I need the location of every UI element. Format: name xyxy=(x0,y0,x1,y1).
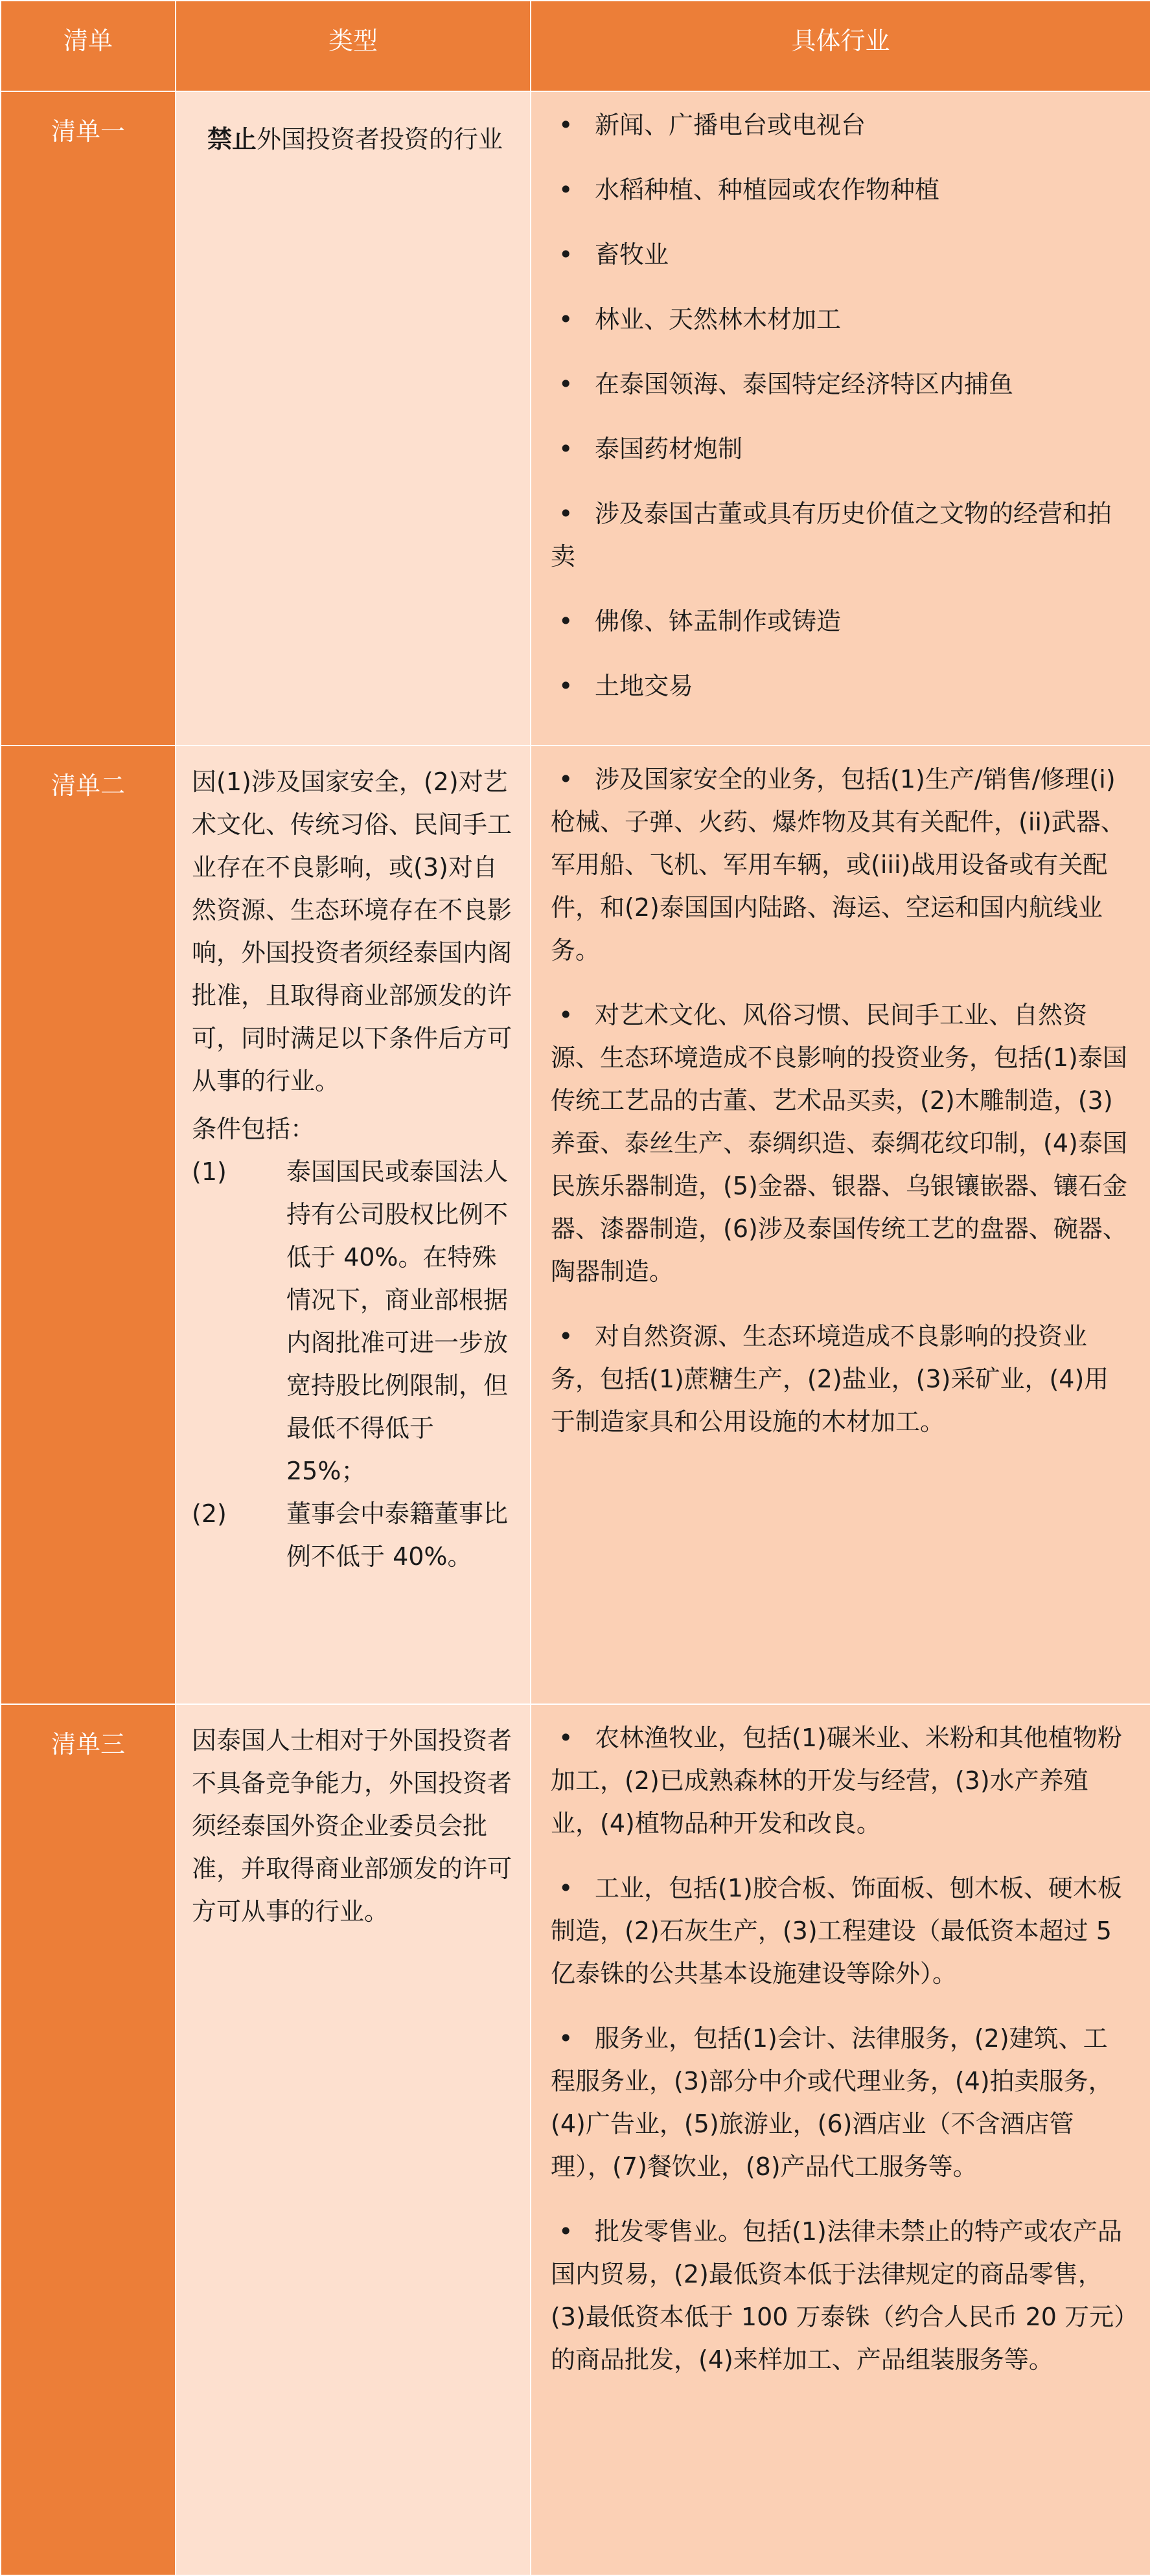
list-type xyxy=(176,746,531,1704)
bullet-icon: • xyxy=(558,240,573,269)
type-text: 因(1)涉及国家安全，(2)对艺术文化、传统习俗、民间手工业存在不良影响，或(3)对自然资源、生态环境存在不良影响，外国投资者须经泰国内阁批准，且取得商业部颁发的许可，同时满足以下条件后方可从事的行业。 xyxy=(192,768,512,1095)
bullet-icon: • xyxy=(558,1001,573,1029)
bullet-icon: • xyxy=(558,435,573,463)
list-item: • 佛像、钵盂制作或铸造 xyxy=(551,600,1132,643)
condition-item: (1) 泰国国民或泰国法人持有公司股权比例不低于 40%。在特殊情况下，商业部根据内阁批准可进一步放宽持股比例限制，但最低不得低于 25%； xyxy=(192,1157,509,1485)
bullet-icon: • xyxy=(558,176,573,204)
bullet-icon: • xyxy=(558,765,573,793)
bullet-icon: • xyxy=(558,305,573,334)
list-item: • 工业，包括(1)胶合板、饰面板、刨木板、硬木板制造，(2)石灰生产，(3)工程建设（最低资本超过 5 亿泰铢的公共基本设施建设等除外）。 xyxy=(551,1867,1132,1995)
bullet-icon: • xyxy=(558,607,573,635)
list-item: • 涉及国家安全的业务，包括(1)生产/销售/修理(i)枪械、子弹、火药、爆炸物及其有关配件，(ii)武器、军用船、飞机、军用车辆，或(iii)战用设备或有关配件，和(2)泰国国内陆路、海运、空运和国内航线业务。 xyxy=(551,758,1132,972)
list-item: • 泰国药材炮制 xyxy=(551,427,1132,470)
industry-list xyxy=(531,746,1150,1704)
type-text: 因泰国人士相对于外国投资者不具备竞争能力，外国投资者须经泰国外资企业委员会批准，并取得商业部颁发的许可方可从事的行业。 xyxy=(192,1726,512,1926)
list-item: • 服务业，包括(1)会计、法律服务，(2)建筑、工程服务业，(3)部分中介或代理业务，(4)拍卖服务，(4)广告业，(5)旅游业，(6)酒店业（不含酒店管理），(7)餐饮业，(8)产品代工服务等。 xyxy=(551,2017,1132,2188)
list-item: • 农林渔牧业，包括(1)碾米业、米粉和其他植物粉加工，(2)已成熟森林的开发与经营，(3)水产养殖业，(4)植物品种开发和改良。 xyxy=(551,1716,1132,1845)
bullet-icon: • xyxy=(558,2024,573,2053)
list-item: • 新闻、广播电台或电视台 xyxy=(551,104,1132,146)
header-type: 类型 xyxy=(176,1,531,91)
list-item: • 土地交易 xyxy=(551,665,1132,707)
header-row xyxy=(1,1,1150,91)
bullet-icon: • xyxy=(558,1874,573,1902)
bullet-icon: • xyxy=(558,1322,573,1351)
list-item: • 对自然资源、生态环境造成不良影响的投资业务，包括(1)蔗糖生产，(2)盐业，(3)采矿业，(4)用于制造家具和公用设施的木材加工。 xyxy=(551,1315,1132,1443)
type-text: 外国投资者投资的行业 xyxy=(257,125,503,154)
industry-list xyxy=(531,1704,1150,2575)
header-industry: 具体行业 xyxy=(531,1,1150,91)
bullet-icon: • xyxy=(558,499,573,528)
list-label: 清单一 xyxy=(1,91,176,746)
list-item: • 批发零售业。包括(1)法律未禁止的特产或农产品国内贸易，(2)最低资本低于法律规定的商品零售，(3)最低资本低于 100 万泰铢（约合人民币 20 万元）的商品批发，(4)来样加工、产品组装服务等。 xyxy=(551,2210,1132,2381)
table-row-list-two xyxy=(1,746,1150,1704)
table-row-list-three xyxy=(1,1704,1150,2575)
list-type xyxy=(176,1704,531,2575)
table-row-list-one xyxy=(1,91,1150,746)
type-emphasis: 禁止 xyxy=(207,125,257,154)
condition-item: (2) 董事会中泰籍董事比例不低于 40%。 xyxy=(192,1499,509,1571)
list-item: • 对艺术文化、风俗习惯、民间手工业、自然资源、生态环境造成不良影响的投资业务，包括(1)泰国传统工艺品的古董、艺术品买卖，(2)木雕制造，(3)养蚕、泰丝生产、泰绸织造、泰绸花纹印制，(4)泰国民族乐器制造，(5)金器、银器、乌银镶嵌器、镶石金器、漆器制造，(6)涉及泰国传统工艺的盘器、碗器、陶器制造。 xyxy=(551,994,1132,1293)
list-item: • 水稻种植、种植园或农作物种植 xyxy=(551,168,1132,211)
industry-list xyxy=(531,91,1150,746)
list-item: • 在泰国领海、泰国特定经济特区内捕鱼 xyxy=(551,363,1132,405)
list-item: • 涉及泰国古董或具有历史价值之文物的经营和拍卖 xyxy=(551,492,1132,578)
conditions-title: 条件包括： xyxy=(192,1115,316,1143)
header-list: 清单 xyxy=(1,1,176,91)
bullet-icon: • xyxy=(558,370,573,398)
bullet-icon: • xyxy=(558,1724,573,1752)
bullet-icon: • xyxy=(558,672,573,700)
list-item: • 林业、天然林木材加工 xyxy=(551,298,1132,341)
list-label: 清单二 xyxy=(1,746,176,1704)
list-type xyxy=(176,91,531,746)
list-label: 清单三 xyxy=(1,1704,176,2575)
bullet-icon: • xyxy=(558,111,573,139)
bullet-icon: • xyxy=(558,2217,573,2246)
list-item: • 畜牧业 xyxy=(551,233,1132,276)
